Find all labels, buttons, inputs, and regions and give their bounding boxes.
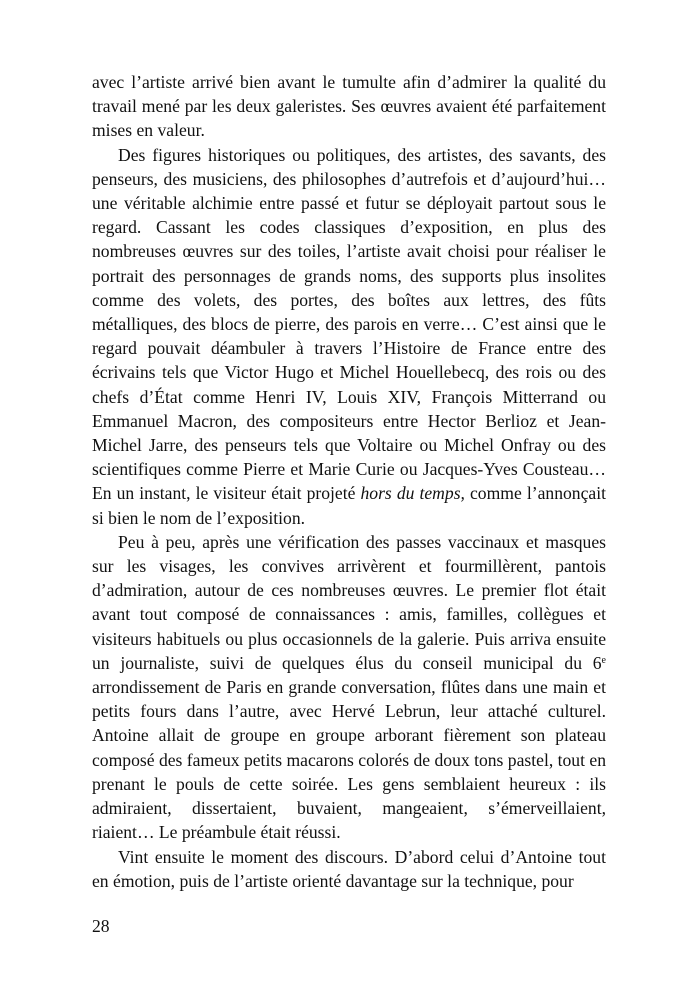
paragraph-3-text-end: arrondissement de Paris en grande conversation, flûtes dans une main et petits fours dans l’autre, avec Hervé Lebrun, leur attaché culturel. Antoine allait de groupe en groupe arborant fièrement son plateau composé des fameux petits macarons colorés de doux tons pastel, tout en prenant le pouls de cette soirée. Les gens semblaient heureux : ils admiraient, dissertaient, buvaient, mangeaient, s’émerveillaient, riaient… Le préambule était réussi. <box>92 677 606 843</box>
paragraph-2-text: Des figures historiques ou politiques, des artistes, des savants, des penseurs, des musiciens, des philosophes d’autrefois et d’aujourd’hui… une véritable alchimie entre passé et futur se déployait partout sous le regard. Cassant les codes classiques d’exposition, en plus des nombreuses œuvres sur des toiles, l’artiste avait choisi pour réaliser le portrait des personnages de grands noms, des supports plus insolites comme des volets, des portes, des boîtes aux lettres, des fûts métalliques, des blocs de pierre, des parois en verre… C’est ainsi que le regard pouvait déambuler à travers l’Histoire de France entre des écrivains tels que Victor Hugo et Michel Houellebecq, des rois ou des chefs d’État comme Henri IV, Louis XIV, François Mitterrand ou Emmanuel Macron, des compositeurs entre Hector Berlioz et Jean-Michel Jarre, des penseurs tels que Voltaire ou Michel Onfray ou des scientifiques comme Pierre et Marie Curie ou Jacques-Yves Cousteau… En un instant, le visiteur était projeté <box>92 144 606 504</box>
ordinal-superscript: e <box>601 654 606 666</box>
paragraph-2 <box>92 143 606 530</box>
paragraph-2-italic-phrase: hors du temps, <box>360 483 465 504</box>
page-number: 28 <box>92 916 110 936</box>
paragraph-2-text-end: comme l’annonçait si bien le nom de l’exposition. <box>92 483 606 528</box>
paragraph-4: Vint ensuite le moment des discours. D’abord celui d’Antoine tout en émotion, puis de l’artiste orienté davantage sur la technique, pour <box>92 846 606 891</box>
body-text <box>92 70 606 893</box>
paragraph-3-text: Peu à peu, après une vérification des passes vaccinaux et masques sur les visages, les convives arrivèrent et fourmillèrent, pantois d’admiration, autour de ces nombreuses œuvres. Le premier flot était avant tout composé de connaissances : amis, familles, collègues et visiteurs habituels ou plus occasionnels de la galerie. Puis arriva ensuite un journaliste, suivi de quelques élus du conseil municipal du 6 <box>92 531 606 673</box>
paragraph-3 <box>92 530 606 845</box>
paragraph-1: avec l’artiste arrivé bien avant le tumulte afin d’admirer la qualité du travail mené par les deux galeristes. Ses œuvres avaient été parfaitement mises en valeur. <box>92 72 606 141</box>
